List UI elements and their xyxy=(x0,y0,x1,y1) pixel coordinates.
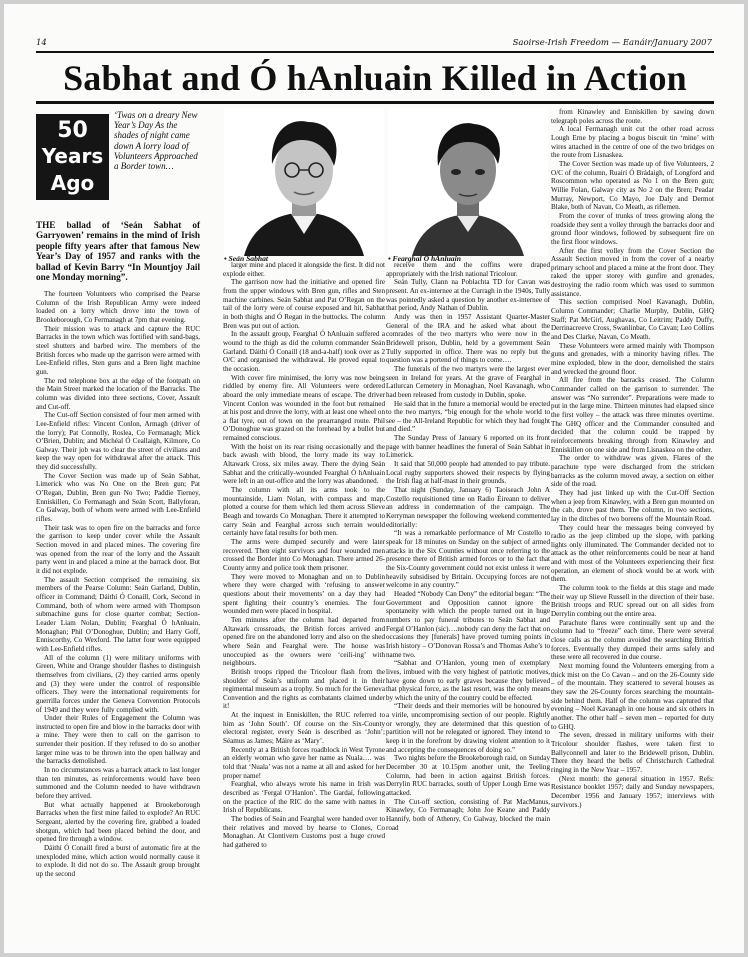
col1-paragraph: The assault Section comprised the remaining six members of the Pearse Column: Seán Garland, Dublin, officer in Command; Dáithí Ó Conaill, Cork, Second in Command, both of whom were armed with Thompson submachine guns for close quarter combat; Section-Leader Liam Nolan, Dublin; Fearghal Ó hAnluain, Monaghan; Phil O’Donoghue, Dublin; and Harry Goff, Enniscorthy, Co Wexford. The latter four were equipped with Lee-Enfield rifles. xyxy=(36,575,200,653)
col2-paragraph: At the inquest in Enniskillen, the RUC referred to him as ‘John South’. Of course on the Six-County electoral register, every Seán is described as ‘John’; Séamus as James; Máire as ‘Mary’. xyxy=(223,711,385,746)
intro-verse: ‘Twas on a dreary New Year’s Day As the shades of night came down A lorry load of Volunteers Approached a Border town… xyxy=(114,110,198,172)
column-1-top-spacer xyxy=(36,108,200,290)
badge-number: 50 xyxy=(57,118,88,143)
col1-paragraph: Their task was to open fire on the barracks and force the garrison to keep under cover while the Assault Section moved in and placed mines. The covering fire was opened from the rear of the lorry and the Assault party went in and placed a mine at the barrack door. But it did not explode. xyxy=(36,523,200,575)
col1-paragraph: The red telephone box at the edge of the footpath on the Main Street marked the location of the Barracks. The column was divided into three sections, Cover, Assault and Cut-off. xyxy=(36,376,200,411)
publication-line: Saoirse-Irish Freedom — Eanáir/January 2007 xyxy=(512,38,712,48)
col1-paragraph: The fourteen Volunteers who comprised the Pearse Column of the Irish Republican Army were indeed loaded on a lorry which drove into the town of Brookeborough, Co Fermanagh at 7pm that evening. xyxy=(36,290,200,324)
page-header xyxy=(36,38,712,50)
article-column-1 xyxy=(36,108,200,944)
col4-paragraph: These Volunteers were armed mainly with Thompson guns and grenades, with a minority having rifles. The mine exploded, blew in the door, demolished the stairs and wrecked the ground floor. xyxy=(551,341,714,376)
col2-paragraph: With cover fire minimised, the lorry was now being riddled by enemy fire. All Volunteers were ordered aboard the only immediate means of escape. The driver Vincent Conlon was wounded in the foot but remained at his post and drove the lorry, with at least one wheel on a flat tyre, out of town on the prearranged route. Phil O’Donoghue was grazed on the forehead by a bullet but remained conscious. xyxy=(223,373,385,443)
col3-paragraph: Two nights before the Brookeborough raid, on Sunday December 30 at 10.15pm another unit, the Teeling Column, had been in action against British forces. Derrylin RUC barracks, south of Upper Lough Erne was attacked. xyxy=(386,754,550,798)
lead-paragraph: THE ballad of ‘Seán Sabhat of Garryowen’ remains in the mind of Irish people fifty years after that famous New Year’s Day of 1957 and ranks with the ballad of Kevin Barry “In Mountjoy Jail one Monday morning”. xyxy=(36,220,200,283)
col4-paragraph: The column took to the fields at this stage and made their way up Slieve Russell in the direction of their base. British troops and RUC spread out on all sides from Derrylin combing out the entire area. xyxy=(551,584,714,619)
col1-paragraph: Dáithí Ó Conaill fired a burst of automatic fire at the unexploded mine, which action would normally cause it to explode. It did not do so. The Assault group brought up the second xyxy=(36,844,200,878)
col4-paragraph: This section comprised Noel Kavanagh, Dublin, Column Commander; Charlie Murphy, Dublin, GHQ Staff; Pat McGirl, Aughavas, Co Leitrim; Paddy Duffy, Derrinacreeve Cross, Swanlinbar, Co Cavan; Leo Collins and Des Clarke, Navan, Co Meath. xyxy=(551,298,714,342)
col2-paragraph: The arms were dumped securely and were later recovered. Then eight survivors and four wounded men crossed the Border into Co Monaghan. There armed 26-County army and police took them prisoner. xyxy=(223,538,385,572)
col4-paragraph: from Kinawley and Enniskillen by sawing down telegraph poles across the route. xyxy=(551,108,714,125)
col2-paragraph: The garrison now had the initiative and opened fire from the upper windows with Bren gun, rifles and Sten machine carbines. Seán Sabhat and Pat O’Regan on the tail of the lorry were of course exposed and hit, Sabhat in both thighs and Ó Regan in the buttocks. The column Bren was put out of action. xyxy=(223,278,385,330)
col2-paragraph: The bodies of Seán and Fearghal were handed over to their relatives and moved by hearse to Clones, Co Monaghan. At Clontivern Customs post a huge crowd had gathered to xyxy=(223,815,385,849)
header-rule xyxy=(36,51,714,53)
col3-paragraph: receive them and the coffins were draped appropriately with the Irish national Tricolour. xyxy=(386,261,550,278)
col4-paragraph: The seven, dressed in military uniforms with their Tricolour shoulder flashes, were taken first to Ballyconnell and later to the Bridewell prison, Dublin. There they heard the bells of Christchurch Cathedral ringing in the New Year – 1957. xyxy=(551,731,714,774)
caption-sean-sabhat: • Seán Sabhat xyxy=(224,254,269,263)
col2-paragraph: Recently at a British forces roadblock in West Tyrone an elderly woman who gave her name as Nuala…. was told that ‘Nuala’ was not a name at all and asked for her proper name! xyxy=(223,745,385,780)
col2-paragraph: The column with all its arms took to the mountainside, Liam Nolan, with compass and map, plotted a course for them which led them across Slieve Beagh and towards Co Monaghan. There it attempted to carry Seán and Fearghal across such terrain would certainly have fatal results for both men. xyxy=(223,486,385,538)
article-column-4 xyxy=(551,108,714,944)
col2-paragraph: larger mine and placed it alongside the first. It did not explode either. xyxy=(223,261,385,278)
col2-paragraph: They were moved to Monaghan and on to Dublin where they were charged with ‘refusing to answer questions about their movements’ on a day they had spent fighting their country’s enemies. The four wounded men were placed in hospital. xyxy=(223,572,385,616)
col3-paragraph: Headed “Nobody Can Deny” the editorial began: “The Government and Opposition cannot ignore the spontaneity with which the people turned out in huge numbers to pay funeral tributes to Seán Sabhat and Fergal O’Hanlon (sic)….nobody can deny the fact that on occasions they [funerals] have proved turning points in Irish history – O’Donovan Rossa’s and Thomas Ashe’s to name two. xyxy=(386,589,550,659)
portrait-ohanluain-image xyxy=(388,108,548,256)
headline-rule xyxy=(36,101,714,104)
article-column-2 xyxy=(223,261,385,944)
newspaper-page xyxy=(4,4,744,953)
col3-paragraph: Seán Tully, Clann na Poblachta TD for Cavan was present. An ex-internee at the Curragh in the 1940s, Tully was pointedly asked a question by another ex-internee of that period, Andy Nathan of Dublin. xyxy=(386,278,550,313)
col4-paragraph: From the cover of trunks of trees growing along the roadside they sent a volley through the barracks door and ground floor windows, followed by subsequent fire on the first floor windows. xyxy=(551,211,714,246)
badge-word-ago: Ago xyxy=(50,171,95,195)
col2-paragraph: Ten minutes after the column had departed from Altawark crossroads, the British forces arrived and opened fire on the abandoned lorry and also on the shed where Seán and Fearghal were. The house was unoccupied as the owners were ‘ceili-ing’ with neighbours. xyxy=(223,615,385,668)
col3-paragraph: “It was a remarkable performance of Mr Costello to speak for 18 minutes on Sunday on the subject of armed attacks in the Six Counties without once referring to the presence there of British armed forces or to the fact that the Six-County government could not exist unless it were heavily subsidised by Britain. Occupying forces are not welcome in any country.” xyxy=(386,529,550,590)
col2-paragraph: In the assault group, Fearghal Ó hAnluain suffered a wound to the thigh as did the column commander Seán Garland. Dáithí Ó Conaill (18 and-a-half) took over as 2 O/C and organised the withdrawal. He proved equal to the occasion. xyxy=(223,330,385,373)
col1-paragraph: Their mission was to attack and capture the RUC Barracks in the town which was fortified with sand-bags, steel shutters and barbed wire. The members of the British forces who made up the garrison were armed with Lee-Enfield rifles, Sten guns and a Bren light machine gun. xyxy=(36,324,200,376)
col1-paragraph: In no circumstances was a barrack attack to last longer than ten minutes, as reinforcements would have been summoned and the Column needed to have withdrawn before they arrived. xyxy=(36,766,200,801)
col1-paragraph: But what actually happened at Brookeborough Barracks when the first mine failed to explode? An RUC Sergeant, alerted by the covering fire, grabbed a loaded shotgun, which had been placed behind the door, and opened fire through a window. xyxy=(36,800,200,844)
col3-paragraph: “Sabhat and O’Hanlon, young men of exemplary lives, imbued with the very highest of patriotic motives, have gone down to early graves because they believed that physical force, as the last resort, was the only means by which the unity of the country could be effected. xyxy=(386,659,550,702)
col4-paragraph: The order to withdraw was given. Flares of the parachute type were discharged from the stricken barracks as the column moved away, a section on either side of the road. xyxy=(551,454,714,489)
col4-paragraph: Parachute flares were continually sent up and the column had to “freeze” each time. There were several close calls as the column avoided the searching British forces. Eventually they dumped their arms safely and these were all recovered in due course. xyxy=(551,618,714,662)
article-column-3 xyxy=(386,261,550,944)
col1-paragraph: The Cut-off Section consisted of four men armed with Lee-Enfield rifles: Vincent Conlon, Armagh (driver of the lorry); Pat Connolly, Roslea, Co Fermanagh; Mick O’Brien, Dublin; and Michéal Ó Ceallaigh, Kilmore, Co Galway. Their job was to clear the street of civilians and keep the way open for withdrawal after the attack. This they did successfully. xyxy=(36,411,200,472)
col3-paragraph: Andy was then in 1957 Assistant Quarter-Master General of the IRA and he asked what about the comrades of the two martyrs who were now in the Bridewell prison, Dublin, held by a government Seán Tully supported in office. There was no reply but the question was a portend of things to come…. xyxy=(386,312,550,365)
col3-paragraph: “Their deeds and their memories will be honoured by a virile, uncompromising section of our people. Rightly or wrongly, they are determined that this question of partition will not be relegated or ignored. They intend to keep it in the forefront by drawing violent attention to it and accepting the consequences of doing so.” xyxy=(386,702,550,754)
col1-paragraph: The Cover Section was made up of Seán Sabhat, Limerick who was No One on the Bren gun; Pat O’Regan, Dublin, Bren gun No Two; Paddie Tierney, Enniskillen, Co Fermanagh and Seán Scott, Ballyforan, Co Galway, both of whom were armed with Lee-Enfield rifles. xyxy=(36,471,200,524)
col1-paragraph: Under their Rules of Engagement the Column was instructed to open fire and blow in the barracks door with a mine. They were then to call on the garrison to surrender their position. If they refused to do so another larger mine was to be thrown into the open hallway and the barracks demolished. xyxy=(36,714,200,766)
col4-paragraph: The Cover Section was made up of five Volunteers, 2 O/C of the column, Ruairí Ó Brádaigh, of Longford and Roscommon who operated as No 1 on the Bren gun; Willie Folan, Galway city as No 2 on the Bren; Peadar Murray, Newport, Co Mayo, Joe Daly and Dermot Blake, both of Navan, Co Meath, as riflemen. xyxy=(551,159,714,212)
caption-fearghal-o-hanluain: • Fearghal Ó hAnluain xyxy=(388,254,461,263)
col4-paragraph: Next morning found the Volunteers emerging from a thick mist on the Co Cavan – and on the 26-County side – of the mountain. They scattered to several houses as they saw the 26-County forces searching the mountain-side behind them. Half of the column was captured that evening – Noel Kavanagh in one house and six others in another. The other half – seven men – reported for duty to GHQ. xyxy=(551,662,714,731)
portrait-sabhat-image xyxy=(224,108,384,256)
col4-paragraph: They could hear the messages being conveyed by radio as the jeep climbed up the slope, with parking lights only illuminated. The Commander decided not to attack as the other reinforcements could be near at hand and with most of the Volunteers experiencing their first operation, an element of shock would be at work with them. xyxy=(551,523,714,584)
col3-paragraph: The Sunday Press of January 6 reported on its front page with banner headlines the funeral of Seán Sabhat in Limerick. xyxy=(386,434,550,460)
page-number: 14 xyxy=(36,38,47,48)
col1-paragraph: All of the column (1) were military uniforms with Green, White and Orange shoulder flashes to distinguish themselves from civilians, (2) they carried arms openly and (3) they were under the control of responsible officers. They were the international requirements for guerrilla forces under the Geneva Convention Protocols of 1949 and they were fully complied with. xyxy=(36,653,200,714)
headline: Sabhat and Ó hAnluain Killed in Action xyxy=(63,58,687,98)
col3-paragraph: It said that 50,000 people had attended to pay tribute. Local rugby supporters showed their respects by flying the Irish flag at half-mast in their grounds. xyxy=(386,460,550,486)
portrait-sean-sabhat xyxy=(224,108,384,256)
col4-paragraph: A local Fermanagh unit cut the other road across Lough Erne by placing a bogus biscuit tin ‘mine’ with wires attached in the centre of one of the two bridges on the route from Lisnaskea. xyxy=(551,125,714,160)
col3-paragraph: He said that in the future a memorial would be erected to the two martyrs, “big enough for the whole world to see – the All-Ireland Republic for which they had fought and died.” xyxy=(386,399,550,434)
portrait-fearghal-o-hanluain xyxy=(388,108,548,256)
col3-paragraph: The funerals of the two martyrs were the largest ever seen in Ireland for years. At the grave of Fearghal in Latlurcan Cemetery in Monaghan, Noel Kavanagh, who had been released from custody in Dublin, spoke. xyxy=(386,364,550,399)
col3-paragraph: That night (Sunday, January 6) Taoiseach John A Costello requisitioned time on Radio Éireann to deliver an address in condemnation of the campaign. The Kerryman newspaper the following weekend commented editorially: xyxy=(386,486,550,529)
col4-paragraph: They had just linked up with the Cut-Off Section when a jeep from Kinawley, with a Bren gun mounted on the cab, drove past them. The column, in two sections, lay in the ditches of two boreens off the Mountain Road. xyxy=(551,488,714,523)
col4-paragraph: All fire from the barracks ceased. The Column Commander called on the garrison to surrender. The answer was “No surrender”. Preparations were made to put in the large mine. Thirteen minutes had elapsed since the first volley – the attack was three minutes overtime. The GHQ officer and the Commander consulted and decided that the column could be trapped by reinforcements breaking through from Kinawley and Enniskillen on one side and from Lisnaskea on the other. xyxy=(551,376,714,454)
col2-paragraph: British troops ripped the Tricolour flash from the shoulder of Seán’s uniform and placed it in their regimental museum as a trophy. So much for the Geneva Convention and the rights as combatants claimed under it! xyxy=(223,667,385,711)
col2-paragraph: With the hoist on its rear rising occasionally and the back awash with blood, the lorry made its way to Altawark Cross, six miles away. There the dying Seán Sabhat and the critically-wounded Fearghal Ó hAnluain were left in an out-office and the lorry was abandoned. xyxy=(223,442,385,486)
col3-paragraph: The Cut-off section, consisting of Pat MacManus, Kinawley, Co Fermanagh; John Joe Keane and Paddy Hannify, both of Athenry, Co Galway, blocked the main road xyxy=(386,797,550,832)
col4-paragraph: (Next month: the general situation in 1957. Refs: Resistance booklet 1957; daily and Sunday newspapers, December 1956 and January 1957; interviews with survivors.) xyxy=(551,774,714,809)
col2-paragraph: Fearghal, who always wrote his name in Irish was described as ‘Fergal O’Hanlon’. The Gardaí, following on the practice of the RIC do the same with names in Irish of Republicans. xyxy=(223,780,385,815)
badge-word-years: Years xyxy=(41,144,104,168)
col4-paragraph: After the first volley from the Cover Section the Assault Section moved in from the cover of a nearby primary school and placed a mine at the front door. They raked the upper storey with gunfire and grenades, destroying the radio room which was used to summon assistance. xyxy=(551,246,714,298)
